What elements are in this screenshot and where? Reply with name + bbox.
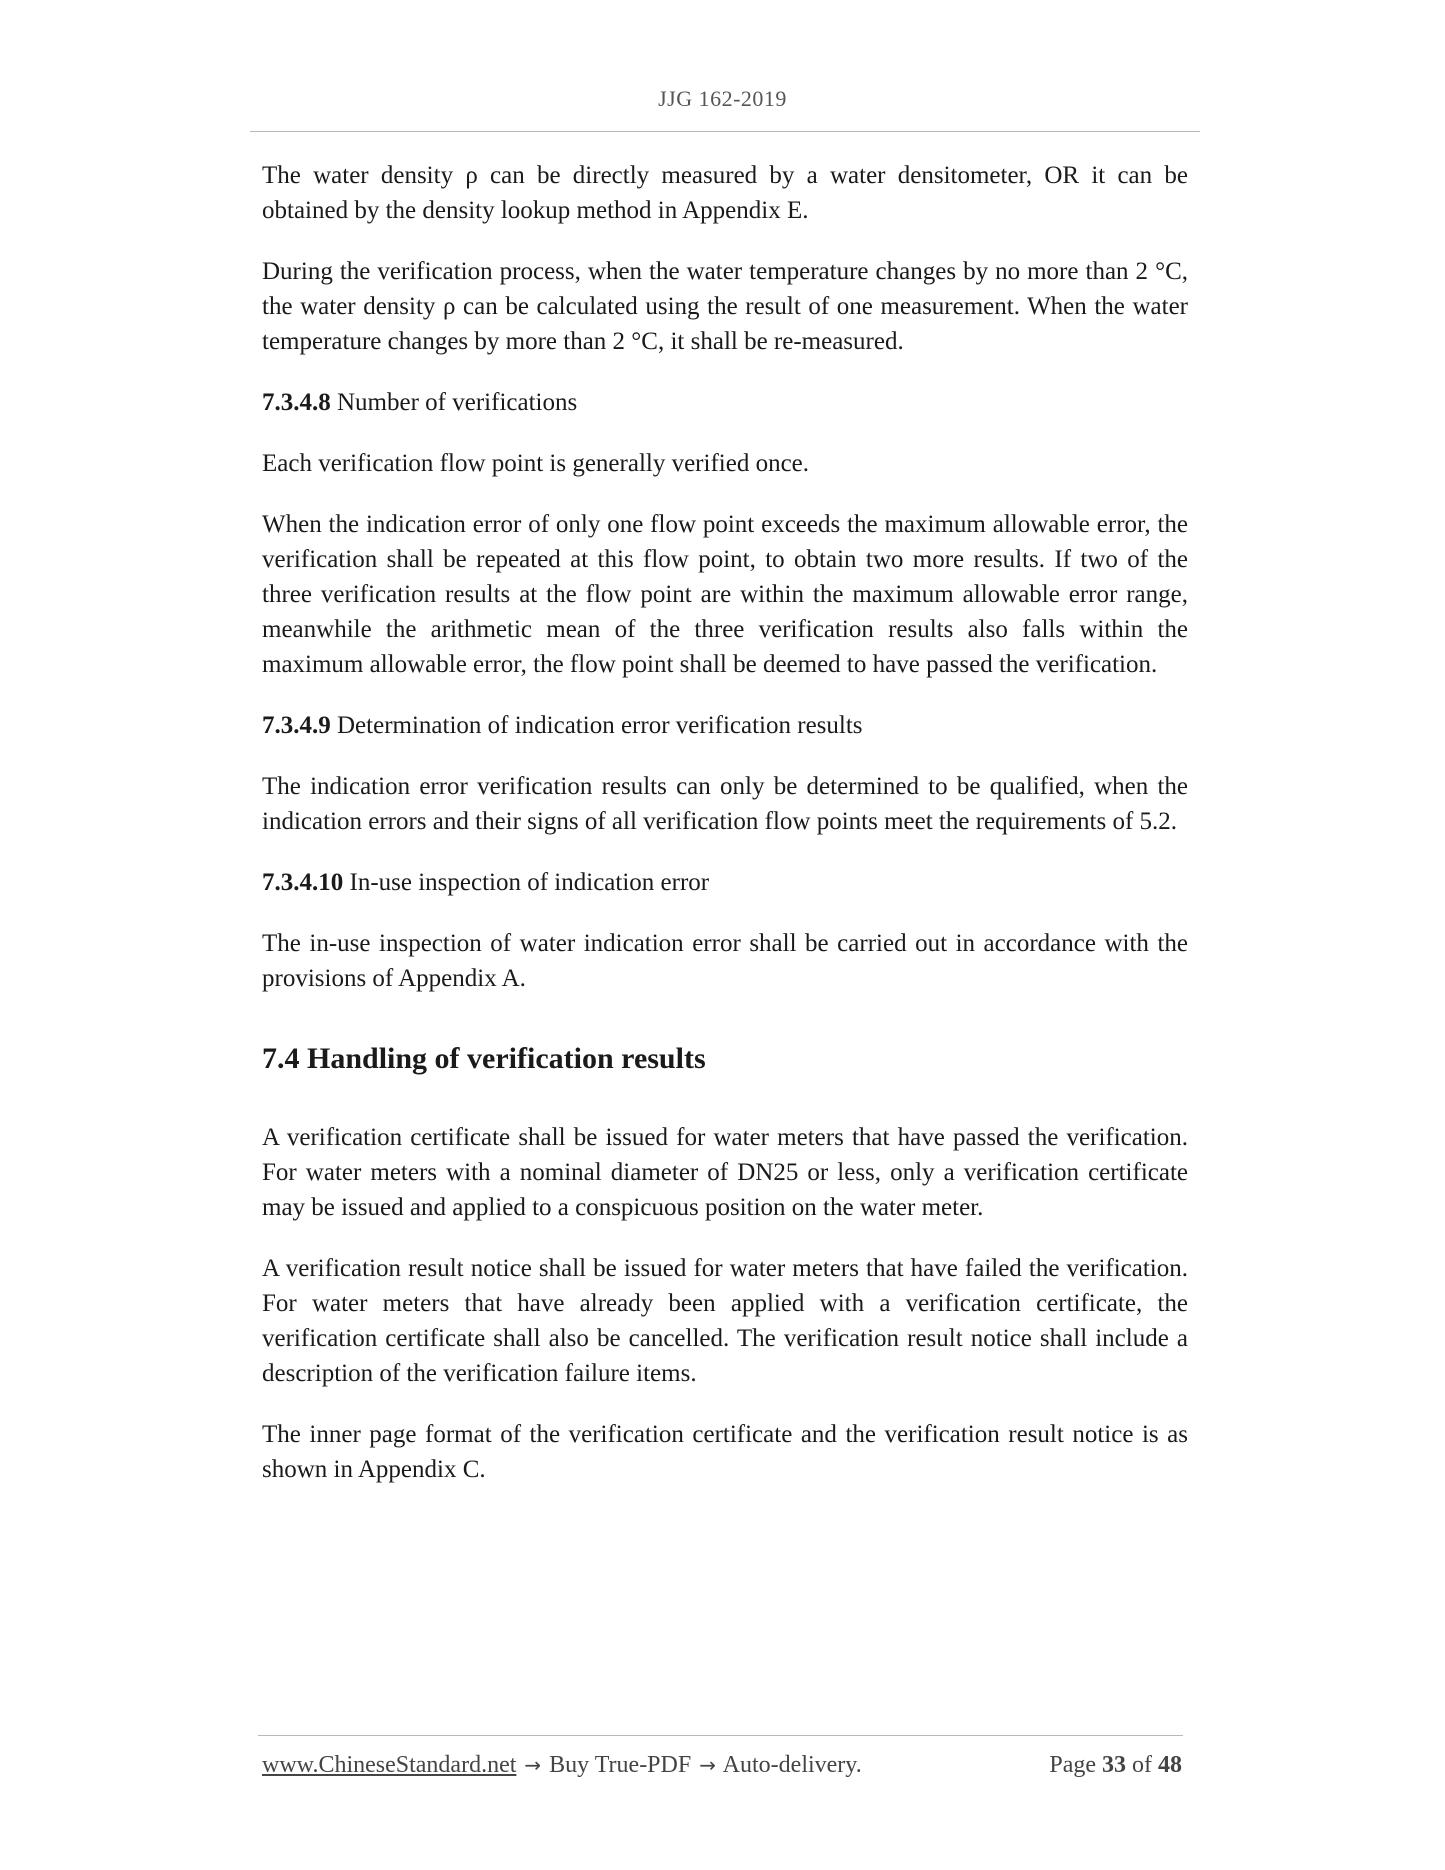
document-id-header: JJG 162-2019 <box>658 86 787 111</box>
current-page: 33 <box>1102 1752 1126 1778</box>
clause-number: 7.3.4.8 <box>262 389 331 416</box>
buy-pdf-text: Buy True-PDF <box>549 1752 692 1778</box>
page-label: Page <box>1049 1752 1096 1778</box>
total-pages: 48 <box>1158 1752 1182 1778</box>
paragraph-repeat-verification: When the indication error of only one flow point exceeds the maximum allowable error, the verification shall be repeated at this flow point, to obtain two more results. If two of the three verification results at the flow point are within the maximum allowable error range, meanwhile the arithmetic mean of the three verification results also falls within the maximum allowable error, the flow point shall be deemed to have passed the verification. <box>262 511 1188 678</box>
website-link[interactable]: www.ChineseStandard.net <box>262 1752 517 1778</box>
clause-7-3-4-8 <box>262 385 1188 420</box>
footer-divider <box>258 1735 1183 1736</box>
clause-number: 7.3.4.9 <box>262 712 331 739</box>
page-number <box>1049 1752 1182 1779</box>
arrow-right-icon: → <box>699 1753 716 1777</box>
footer-promo <box>262 1752 862 1779</box>
section-heading-7-4: 7.4 Handling of verification results <box>262 1042 706 1075</box>
paragraph-in-use-inspection: The in-use inspection of water indication error shall be carried out in accordance with the provisions of Appendix A. <box>262 930 1188 992</box>
paragraph-water-density: The water density ρ can be directly measured by a water densitometer, OR it can be obtained by the density lookup method in Appendix E. <box>262 162 1188 224</box>
page-footer <box>262 1752 1182 1784</box>
header-divider <box>250 131 1200 132</box>
paragraph-temperature-change: During the verification process, when the water temperature changes by no more than 2 °C, the water density ρ can be calculated using the result of one measurement. When the water temperature changes by more than 2 °C, it shall be re-measured. <box>262 258 1188 355</box>
paragraph-inner-page-format: The inner page format of the verification certificate and the verification result notice is as shown in Appendix C. <box>262 1421 1188 1483</box>
paragraph-verified-once: Each verification flow point is generally verified once. <box>262 450 810 477</box>
paragraph-failure-notice: A verification result notice shall be issued for water meters that have failed the verification. For water meters that have already been applied with a verification certificate, the verification certificate shall also be cancelled. The verification result notice shall include a description of the verification failure items. <box>262 1255 1188 1387</box>
paragraph-qualified-results: The indication error verification results can only be determined to be qualified, when the indication errors and their signs of all verification flow points meet the requirements of 5.2. <box>262 773 1188 835</box>
clause-title: Number of verifications <box>337 389 578 416</box>
arrow-right-icon: → <box>524 1753 542 1777</box>
of-label: of <box>1132 1752 1152 1778</box>
clause-7-3-4-9 <box>262 708 1188 743</box>
clause-title: In-use inspection of indication error <box>349 869 710 896</box>
clause-title: Determination of indication error verification results <box>337 712 863 739</box>
page-body <box>262 158 1188 1513</box>
paragraph-certificate-issued: A verification certificate shall be issued for water meters that have passed the verification. For water meters with a nominal diameter of DN25 or less, only a verification certificate may be issued and applied to a conspicuous position on the water meter. <box>262 1124 1188 1221</box>
auto-delivery-text: Auto-delivery. <box>722 1752 862 1778</box>
clause-7-3-4-10 <box>262 865 1188 900</box>
clause-number: 7.3.4.10 <box>262 869 344 896</box>
